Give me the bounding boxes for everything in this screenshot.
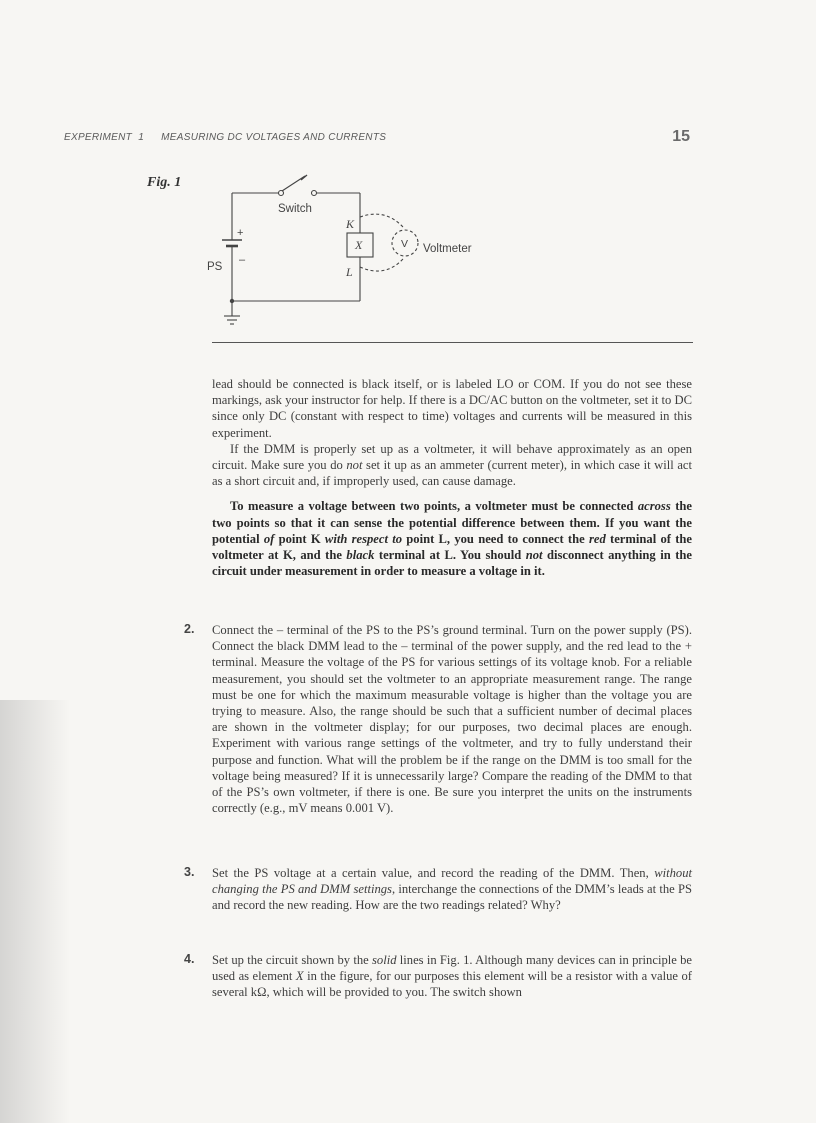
body-text <box>212 376 692 579</box>
item-text: Set up the circuit shown by the solid lines in Fig. 1. Although many devices can in principle be used as element X in the figure, for our purposes this element will be a resistor with a value of several kΩ, which will be provided to you. The switch shown <box>212 953 692 1000</box>
figure-divider <box>212 342 693 343</box>
switch-contact-right <box>312 191 317 196</box>
item-number: 2. <box>184 622 195 636</box>
circuit-diagram <box>195 170 475 340</box>
ps-minus-sign: – <box>239 254 246 266</box>
voltmeter-label: Voltmeter <box>423 243 472 255</box>
switch-blade <box>282 176 305 191</box>
section-title: MEASURING DC VOLTAGES AND CURRENTS <box>161 132 387 143</box>
node-k-label: K <box>346 217 355 231</box>
paragraph-lead: lead should be connected is black itself, or is labeled LO or COM. If you do not see these markings, ask your instructor for help. If there is a DC/AC button on the voltmeter, set it to DC since only DC (constant with respect to time) voltages and currents will be measured in this experiment. <box>212 377 692 440</box>
paragraph-voltage-rule: To measure a voltage between two points, a voltmeter must be connected across the two points so that it can sense the potential difference between them. If you want the potential of point K with respect to point L, you need to connect the red terminal of the voltmeter at K, and the black terminal at L. You should not disconnect anything in the circuit under measurement in order to measure a voltage in it. <box>212 499 692 579</box>
voltmeter-symbol: V <box>401 238 409 250</box>
ground-node-dot <box>230 299 234 303</box>
element-x-label: X <box>355 238 363 252</box>
experiment-number: 1 <box>138 132 145 143</box>
experiment-label: EXPERIMENT <box>64 132 133 143</box>
item-number: 4. <box>184 952 195 966</box>
ps-label: PS <box>207 261 223 273</box>
page-number: 15 <box>672 128 690 145</box>
item-text: Set the PS voltage at a certain value, and record the reading of the DMM. Then, without changing the PS and DMM settings, interchange the connections of the DMM’s leads at the PS and record the new reading. How are the two readings related? Why? <box>212 866 692 913</box>
paragraph-open-circuit: If the DMM is properly set up as a voltmeter, it will behave approximately as an open circuit. Make sure you do not set it up as an ammeter (current meter), in which case it will act as a short circuit and, if improperly used, can cause damage. <box>212 441 693 489</box>
switch-label: Switch <box>278 203 312 215</box>
voltmeter-lead-k <box>360 214 403 227</box>
switch-contact-left <box>279 191 284 196</box>
page-edge-shadow <box>0 700 70 1123</box>
item-text: Connect the – terminal of the PS to the PS’s ground terminal. Turn on the power supply (PS). Connect the black DMM lead to the – terminal of the power supply, and the red lead to the + terminal. Measure the voltage of the PS for various settings of its voltage knob. For a reliable measurement, you should set the voltmeter to an appropriate measurement range. The range must be one for which the maximum measurable voltage is higher than the voltage you are trying to measure. Also, the range should be such that a sufficient number of decimal places are shown in the voltmeter display; for our purposes, two decimal places are enough. Experiment with various range settings of the voltmeter, and try to fully understand their purpose and function. What will the problem be if the range on the DMM is too small for the voltage being measured? If it is unnecessarily large? Compare the reading of the DMM to that of the PS’s own voltmeter, if there is one. Be sure you interpret the units on the instruments correctly (e.g., mV means 0.001 V). <box>212 623 692 816</box>
figure-label: Fig. 1 <box>147 175 182 190</box>
ps-plus-sign: + <box>237 227 244 239</box>
voltmeter-lead-l <box>360 259 403 271</box>
running-head-title <box>64 132 386 143</box>
node-l-label: L <box>346 265 353 279</box>
item-number: 3. <box>184 865 195 879</box>
